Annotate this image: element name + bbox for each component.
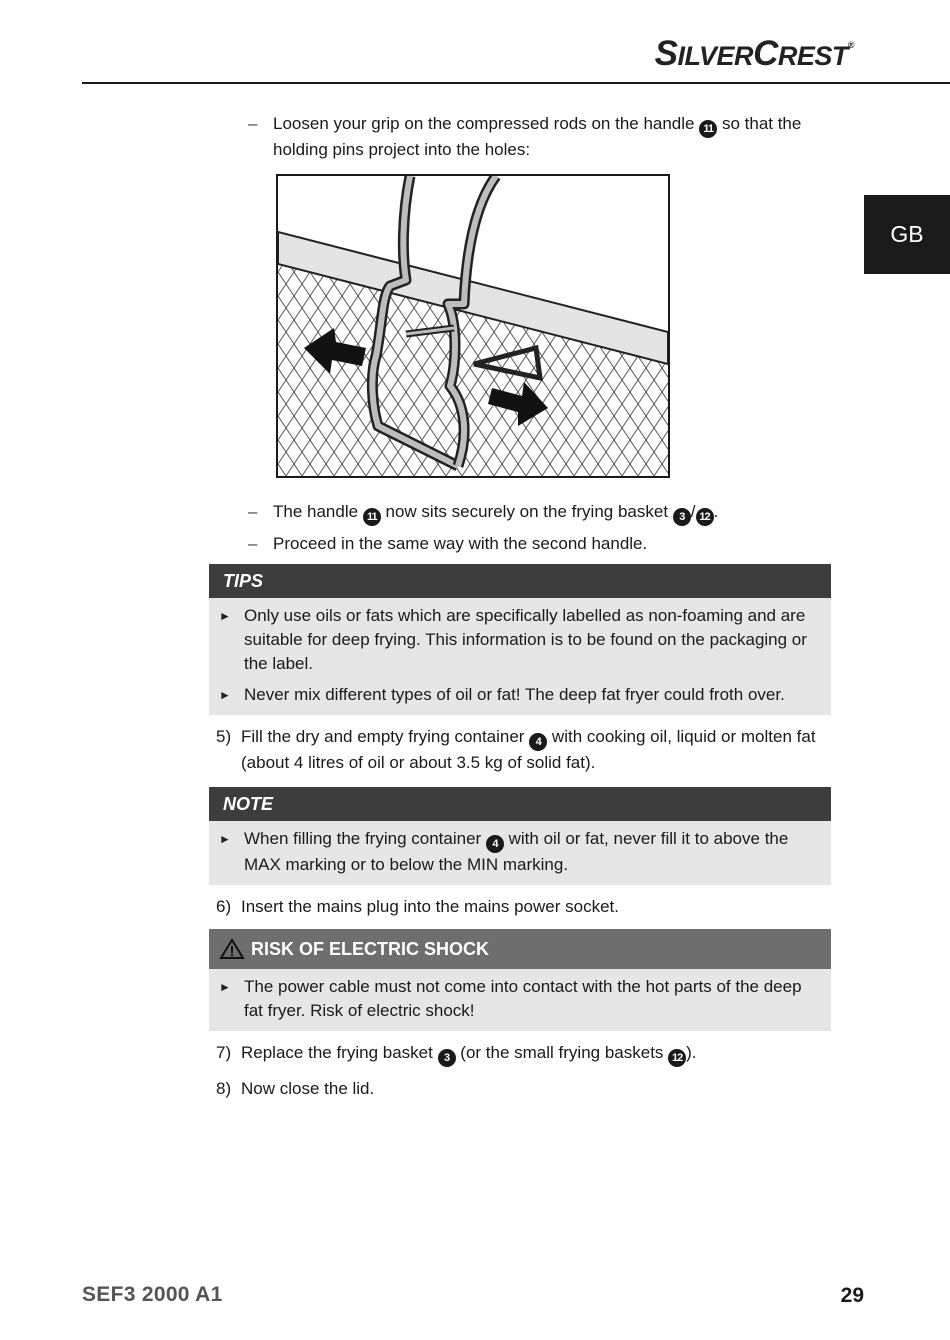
instruction-loosen-grip: – Loosen your grip on the compressed rods on the handle 11 so that the holding pins project into the holes: <box>248 114 802 159</box>
triangle-bullet-icon: ► <box>219 688 231 702</box>
ref-number-badge: 3 <box>438 1049 456 1067</box>
step-number: 6) <box>216 897 232 916</box>
risk-header <box>209 929 831 969</box>
ref-number-badge: 12 <box>668 1049 686 1067</box>
step-6: 6) Insert the mains plug into the mains power socket. <box>209 895 831 919</box>
risk-title: RISK OF ELECTRIC SHOCK <box>251 939 490 959</box>
ref-number-badge: 12 <box>696 508 714 526</box>
step-number: 8) <box>216 1079 232 1098</box>
language-tab: GB <box>864 195 950 274</box>
ref-number-badge: 4 <box>486 835 504 853</box>
instruction-second-handle: – Proceed in the same way with the second handle. <box>209 532 831 556</box>
header-rule <box>82 82 950 84</box>
tip-item: ► Never mix different types of oil or fat! The deep fat fryer could froth over. <box>219 683 815 707</box>
handle-basket-drawing <box>278 176 668 476</box>
dash-bullet: – <box>248 502 258 521</box>
step-number: 7) <box>216 1043 232 1062</box>
triangle-bullet-icon: ► <box>219 980 231 994</box>
footer-model-number: SEF3 2000 A1 <box>82 1283 223 1306</box>
risk-item: ► The power cable must not come into contact with the hot parts of the deep fat fryer. Risk of electric shock! <box>219 977 802 1020</box>
tips-box <box>209 564 831 715</box>
note-title: NOTE <box>209 787 831 821</box>
instruction-handle-secure: – The handle 11 now sits securely on the frying basket 3 / 12 . <box>209 500 831 526</box>
dash-bullet: – <box>248 534 258 553</box>
ref-number-badge: 11 <box>699 120 717 138</box>
ref-number-badge: 11 <box>363 508 381 526</box>
step-5: 5) Fill the dry and empty frying container 4 with cooking oil, liquid or molten fat (about 4 litres of oil or about 3.5 kg of solid fat). <box>216 727 816 772</box>
dash-bullet: – <box>248 114 258 133</box>
step-number: 5) <box>216 727 232 746</box>
risk-box <box>209 929 831 1031</box>
warning-triangle-icon <box>219 938 245 960</box>
handle-illustration <box>276 174 670 478</box>
step-8: 8) Now close the lid. <box>209 1077 831 1101</box>
footer-page-number: 29 <box>840 1284 864 1307</box>
ref-number-badge: 3 <box>673 508 691 526</box>
note-item: ► When filling the frying container 4 with oil or fat, never fill it to above the MAX marking or to below the MIN marking. <box>219 829 789 874</box>
step-7: 7) Replace the frying basket 3 (or the small frying baskets 12 ). <box>209 1041 831 1067</box>
tips-title: TIPS <box>209 564 831 598</box>
note-box <box>209 787 831 885</box>
ref-number-badge: 4 <box>529 733 547 751</box>
triangle-bullet-icon: ► <box>219 832 231 846</box>
tip-item: ► Only use oils or fats which are specifically labelled as non-foaming and are suitable for deep frying. This information is to be found on the packaging or the label. <box>219 606 807 673</box>
brand-logo: SILVERCREST® <box>654 34 854 73</box>
page-content <box>209 112 831 1101</box>
triangle-bullet-icon: ► <box>219 609 231 623</box>
